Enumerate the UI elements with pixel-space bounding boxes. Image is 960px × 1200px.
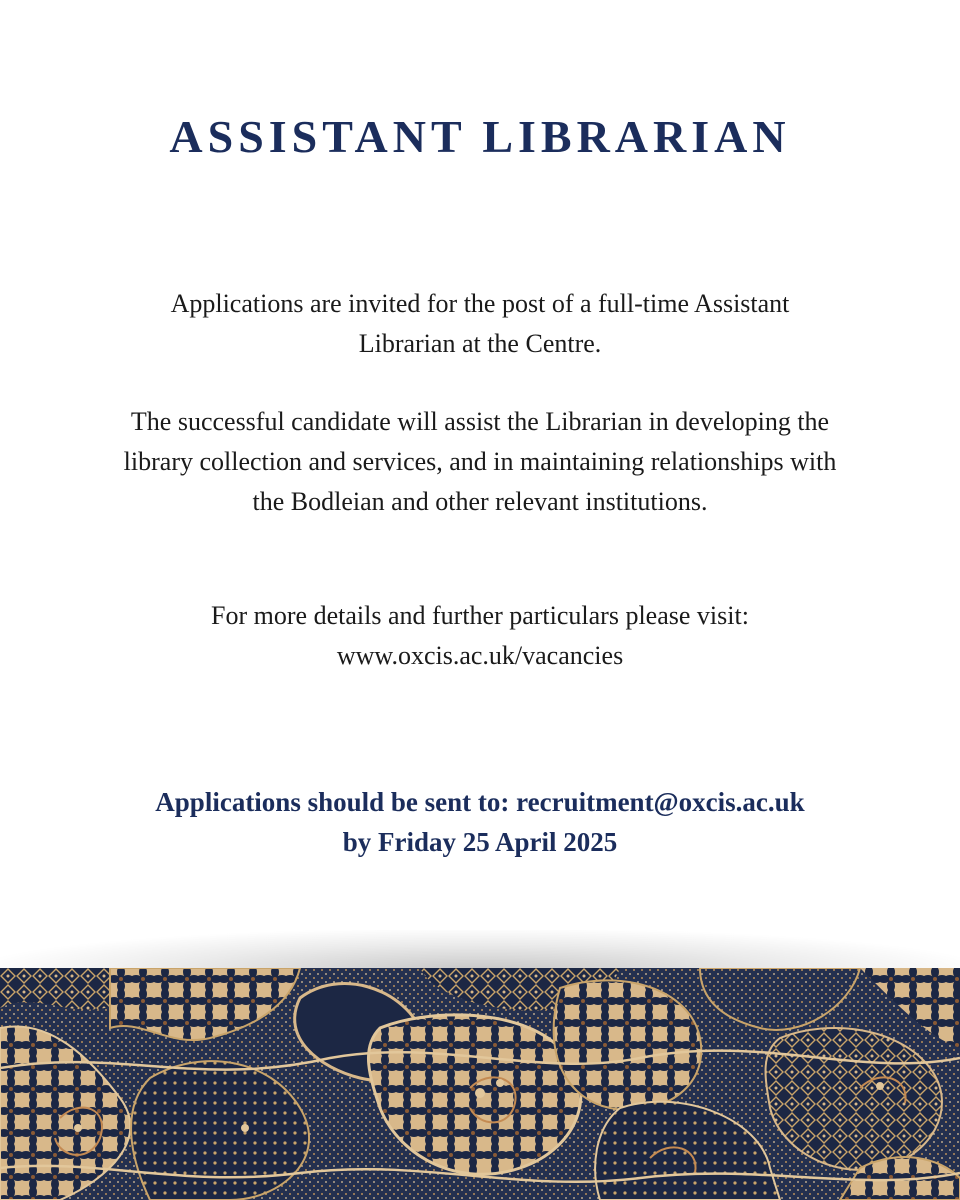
batik-pattern-band: [0, 968, 960, 1200]
page-title: ASSISTANT LIBRARIAN: [169, 111, 791, 162]
details-paragraph: [120, 596, 840, 676]
application-email-line: Applications should be sent to: recruitment@oxcis.ac.uk: [155, 787, 805, 817]
deadline-line: by Friday 25 April 2025: [342, 827, 618, 857]
intro-paragraph: Applications are invited for the post of a full-time Assistant Librarian at the Centre.: [170, 289, 790, 358]
vacancies-link[interactable]: www.oxcis.ac.uk/vacancies: [336, 641, 624, 670]
duties-paragraph: The successful candidate will assist the Librarian in developing the library collection and services, and in maintaining relationships with the Bodleian and other relevant institutions.: [123, 407, 837, 516]
band-shadow: [0, 930, 960, 970]
details-intro: For more details and further particulars please visit:: [211, 601, 749, 630]
application-callout: [60, 782, 900, 862]
batik-pattern-image: [0, 968, 960, 1200]
